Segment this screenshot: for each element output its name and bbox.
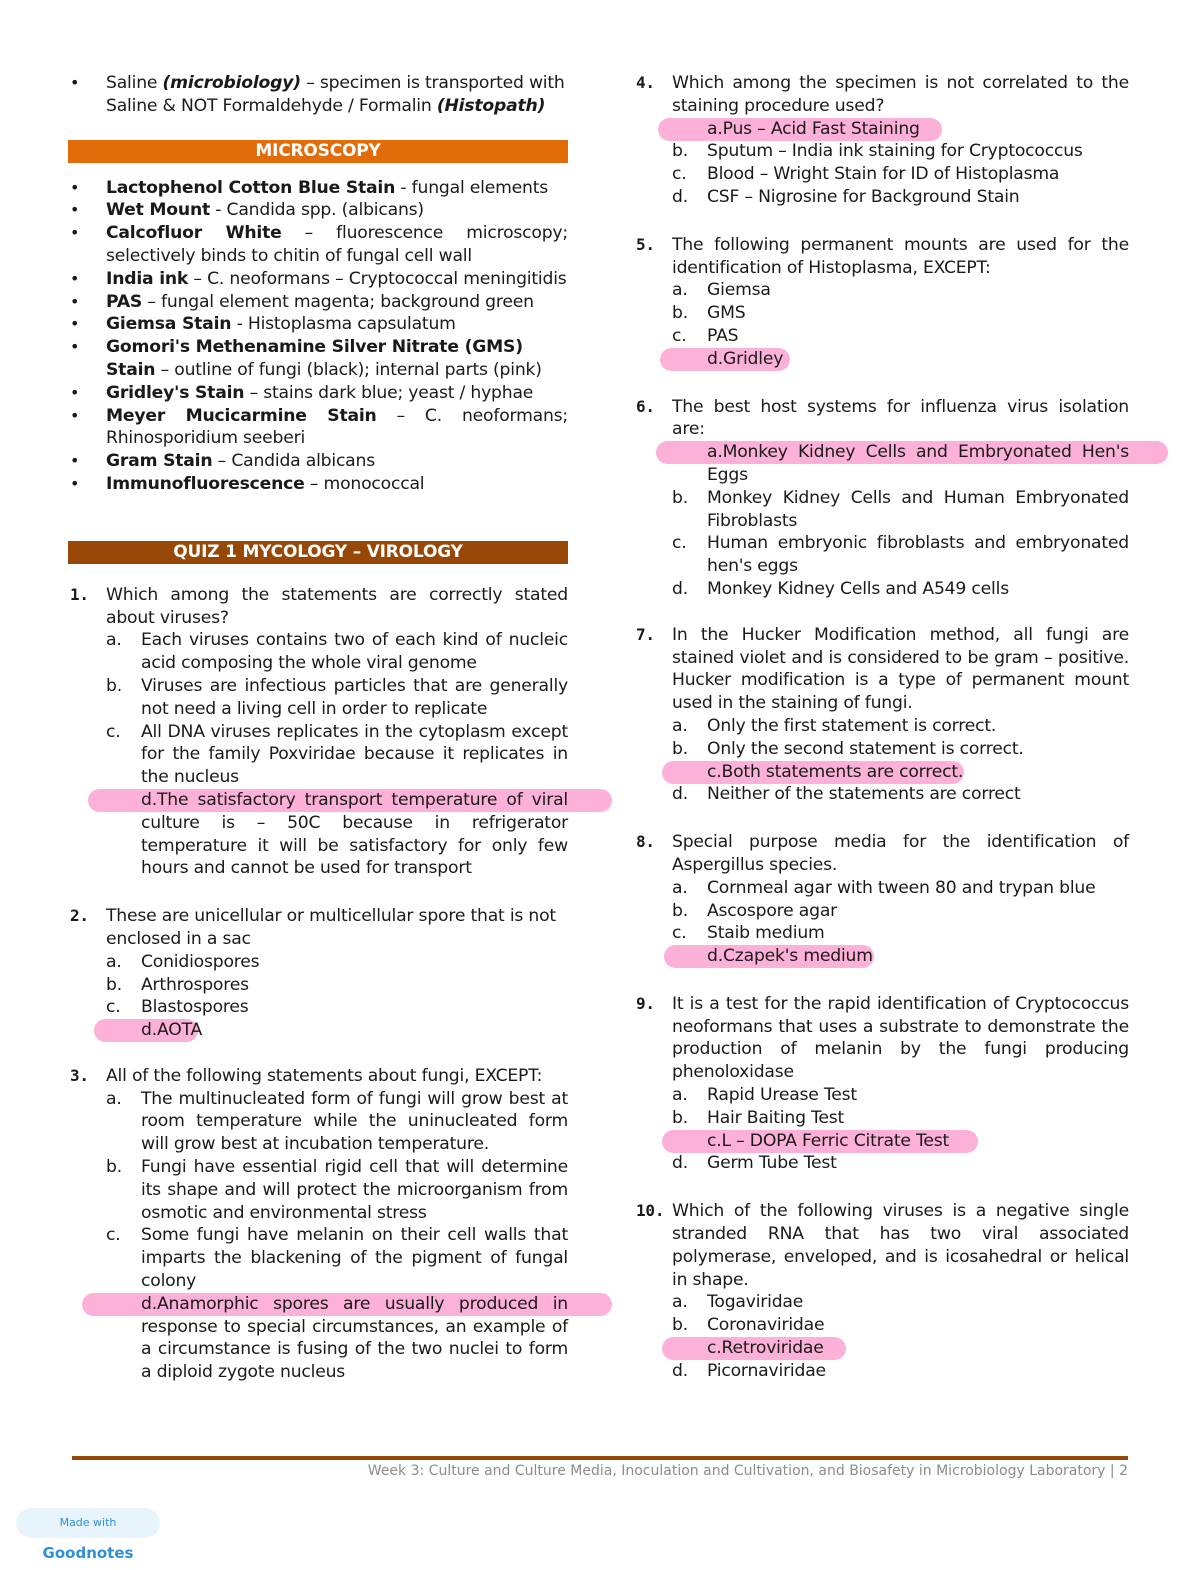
question-text: All of the following statements about fungi, EXCEPT: (106, 1065, 543, 1086)
answer-option: d.AOTA (106, 1019, 568, 1042)
option: b. Arthrospores (106, 974, 249, 995)
question-7: 7. In the Hucker Modification method, all fungi are stained violet and is considered to be gram – positive. Hucker modification is a type of permanent mount used in the staining of fungi. a. Only the first statement is correct. b. Only the second statement is correct. c.Both statements are correct. d. Neither of the statements are correct (636, 624, 1129, 805)
option: c. Blood – Wright Stain for ID of Histoplasma (672, 164, 1060, 185)
question-8: 8. Special purpose media for the identification of Aspergillus species. a. Cornmeal agar with tween 80 and trypan blue b. Ascospore agar c. Staib medium d.Czapek's medium (636, 832, 1129, 967)
option: b. Sputum – India ink staining for Cryptococcus (672, 141, 1083, 162)
answer-option: d.Czapek's medium (672, 945, 1129, 968)
option: d. Monkey Kidney Cells and A549 cells (672, 578, 1009, 599)
option: c. PAS (672, 325, 739, 346)
goodnotes-badge (16, 1508, 160, 1562)
microscopy-header: MICROSCOPY (68, 140, 568, 163)
option: c. All DNA viruses replicates in the cytoplasm except for the family Poxviridae because it replicates in the nucleus (106, 721, 568, 788)
answer-option: d.Gridley (672, 348, 1129, 371)
option: a. Each viruses contains two of each kind of nucleic acid composing the whole viral genome (106, 630, 568, 674)
option: a. The multinucleated form of fungi will grow best at room temperature while the uninucleated form will grow best at incubation temperature. (106, 1088, 568, 1155)
stain-item: • Wet Mount - Candida spp. (albicans) (68, 199, 568, 222)
question-text: It is a test for the rapid identification of Cryptococcus neoformans that uses a substrate to demonstrate the production of melanin by the fungi producing phenoloxidase (672, 993, 1129, 1083)
question-text: These are unicellular or multicellular spore that is not enclosed in a sac (106, 906, 556, 949)
option: c. Staib medium (672, 923, 825, 944)
question-text: Which among the specimen is not correlated to the staining procedure used? (672, 73, 1129, 116)
stain-item: • Gomori's Methenamine Silver Nitrate (GMS) Stain – outline of fungi (black); internal parts (pink) (68, 336, 568, 382)
saline-bullet: • Saline (microbiology) – specimen is transported with Saline & NOT Formaldehyde / Formalin (Histopath) (68, 72, 568, 118)
option: b. Coronaviridae (672, 1315, 825, 1336)
option: b. GMS (672, 303, 746, 324)
question-9: 9. It is a test for the rapid identification of Cryptococcus neoformans that uses a substrate to demonstrate the production of melanin by the fungi producing phenoloxidase a. Rapid Urease Test b. Hair Baiting Test c.L – DOPA Ferric Citrate Test d. Germ Tube Test (636, 993, 1129, 1174)
stain-item: • PAS – fungal element magenta; background green (68, 291, 568, 314)
question-6: 6. The best host systems for influenza virus isolation are: a.Monkey Kidney Cells and Embryonated Hen's Eggs b. Monkey Kidney Cells and Human Embryonated Fibroblasts c. Human embryonic fibroblasts and embryonated hen's eggs d. Monkey Kidney Cells and A549 cells (634, 396, 1129, 601)
option: b. Monkey Kidney Cells and Human Embryonated Fibroblasts (672, 487, 1129, 531)
stain-item: • Gram Stain – Candida albicans (68, 450, 568, 473)
question-text: The following permanent mounts are used for the identification of Histoplasma, EXCEPT: (672, 234, 1129, 278)
option: d. Picornaviridae (672, 1360, 826, 1381)
option: c. Blastospores (106, 997, 249, 1018)
question-text: Which of the following viruses is a negative single stranded RNA that has two viral associated polymerase, enveloped, and is icosahedral or helical in shape. (672, 1201, 1129, 1290)
question-10: 10. Which of the following viruses is a negative single stranded RNA that has two viral associated polymerase, enveloped, and is icosahedral or helical in shape. a. Togaviridae b. Coronaviridae c.Retroviridae d. Picornaviridae (636, 1201, 1129, 1381)
footer-rule (72, 1456, 1128, 1460)
stain-item: • Calcofluor White – fluorescence microscopy; selectively binds to chitin of fungal cell wall (68, 222, 568, 268)
question-4: 4. Which among the specimen is not correlated to the staining procedure used? a.Pus – Acid Fast Staining b. Sputum – India ink staining for Cryptococcus c. Blood – Wright Stain for ID of Histoplasma d. CSF – Nigrosine for Background Stain (636, 73, 1129, 207)
option: b. Fungi have essential rigid cell that will determine its shape and will protect the microorganism from osmotic and environmental stress (106, 1157, 568, 1223)
question-text: The best host systems for influenza virus isolation are: (672, 396, 1129, 440)
answer-option: c.L – DOPA Ferric Citrate Test (672, 1130, 1129, 1153)
question-text: In the Hucker Modification method, all fungi are stained violet and is considered to be gram – positive. Hucker modification is a type of permanent mount used in the staining of fungi. (672, 624, 1129, 714)
stain-item: • Gridley's Stain – stains dark blue; yeast / hyphae (68, 382, 568, 405)
option: d. CSF – Nigrosine for Background Stain (672, 186, 1020, 207)
badge-brand: Goodnotes (42, 1544, 134, 1562)
option: a. Cornmeal agar with tween 80 and trypan blue (672, 877, 1096, 898)
option: a. Giemsa (672, 280, 771, 301)
answer-option: d.The satisfactory transport temperature of viral culture is – 50C because in refrigerator temperature it will be satisfactory for only few hours and cannot be used for transport (106, 789, 568, 880)
option: b. Viruses are infectious particles that are generally not need a living cell in order to replicate (106, 675, 568, 719)
right-column (634, 72, 1129, 1383)
page-footer: Week 3: Culture and Culture Media, Inoculation and Cultivation, and Biosafety in Microbiology Laboratory | 2 (367, 1463, 1128, 1479)
option: d. Germ Tube Test (672, 1153, 837, 1174)
answer-option: d.Anamorphic spores are usually produced in response to special circumstances, an example of a circumstance is fusing of the two nuclei to form a diploid zygote nucleus (106, 1293, 568, 1384)
stain-item: • India ink – C. neoformans – Cryptococcal meningitidis (68, 268, 568, 291)
question-5: 5. The following permanent mounts are used for the identification of Histoplasma, EXCEPT: a. Giemsa b. GMS c. PAS d.Gridley (636, 234, 1129, 369)
question-text: Which among the statements are correctly stated about viruses? (106, 584, 568, 628)
stain-list (68, 177, 568, 496)
option: a. Only the first statement is correct. (672, 715, 997, 736)
question-2: 2. These are unicellular or multicellular spore that is not enclosed in a sac a. Conidiospores b. Arthrospores c. Blastospores d.AOTA (68, 905, 568, 1042)
option: a. Togaviridae (672, 1292, 804, 1313)
answer-option: a.Monkey Kidney Cells and Embryonated Hen's Eggs (672, 441, 1129, 487)
answer-option: c.Retroviridae (672, 1337, 1129, 1360)
badge-small-text: Made with (59, 1516, 117, 1529)
option: b. Hair Baiting Test (672, 1107, 845, 1128)
option: a. Conidiospores (106, 951, 260, 972)
stain-item: • Meyer Mucicarmine Stain – C. neoformans; Rhinosporidium seeberi (68, 405, 568, 451)
answer-option: c.Both statements are correct. (672, 761, 1129, 784)
stain-item: • Giemsa Stain - Histoplasma capsulatum (68, 313, 568, 336)
stain-item: • Lactophenol Cotton Blue Stain - fungal elements (68, 177, 568, 200)
question-3: 3. All of the following statements about fungi, EXCEPT: a. The multinucleated form of fungi will grow best at room temperature while the uninucleated form will grow best at incubation temperature. b. Fungi have essential rigid cell that will determine its shape and will protect the microorganism from osmotic and environmental stress c. Some fungi have melanin on their cell walls that imparts the blackening of the pigment of fungal colony d.Anamorphic spores are usually produced in response to special circumstances, an example of a circumstance is fusing of the two nuclei to form a diploid zygote nucleus (68, 1065, 568, 1384)
option: b. Ascospore agar (672, 900, 838, 921)
quiz-header: QUIZ 1 MYCOLOGY – VIROLOGY (68, 541, 568, 564)
answer-option: a.Pus – Acid Fast Staining (672, 118, 1129, 141)
question-text: Special purpose media for the identification of Aspergillus species. (672, 832, 1129, 875)
stain-item: • Immunofluorescence – monococcal (68, 473, 568, 496)
option: c. Human embryonic fibroblasts and embryonated hen's eggs (672, 533, 1129, 577)
question-1: 1. Which among the statements are correctly stated about viruses? a. Each viruses contains two of each kind of nucleic acid composing the whole viral genome b. Viruses are infectious particles that are generally not need a living cell in order to replicate c. All DNA viruses replicates in the cytoplasm except for the family Poxviridae because it replicates in the nucleus d.The satisfactory transport temperature of viral culture is – 50C because in refrigerator temperature it will be satisfactory for only few hours and cannot be used for transport (68, 584, 568, 880)
left-column (68, 72, 568, 1384)
option: b. Only the second statement is correct. (672, 738, 1024, 759)
option: c. Some fungi have melanin on their cell walls that imparts the blackening of the pigment of fungal colony (106, 1225, 568, 1292)
option: a. Rapid Urease Test (672, 1085, 857, 1106)
option: d. Neither of the statements are correct (672, 784, 1021, 805)
